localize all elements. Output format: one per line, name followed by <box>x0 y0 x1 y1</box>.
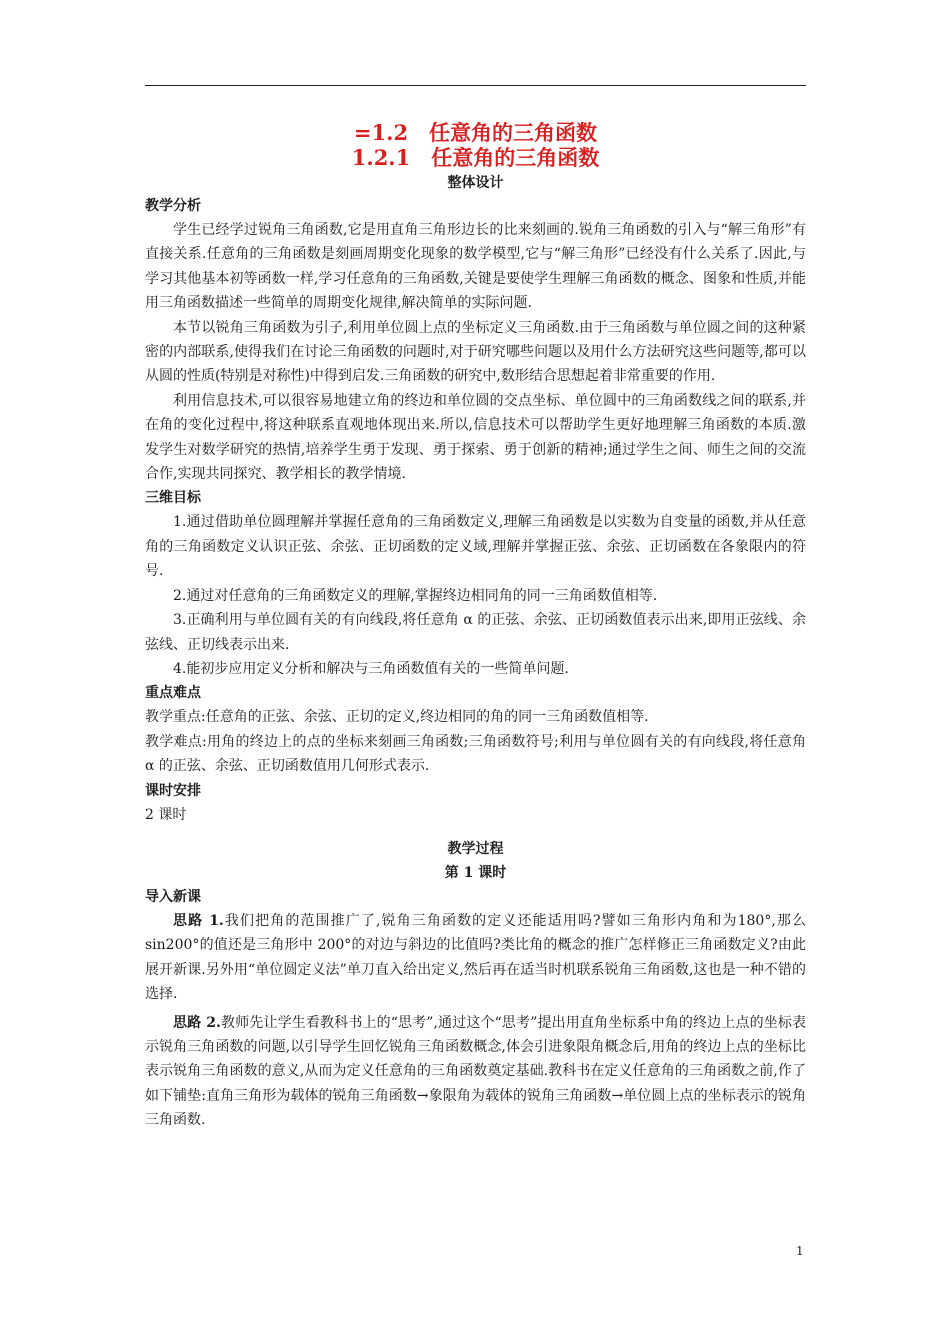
key-focus: 教学重点:任意角的正弦、余弦、正切的定义,终边相同的角的同一三角函数值相等. <box>145 709 649 726</box>
idea-1-text: 我们把角的范围推广了,锐角三角函数的定义还能适用吗?譬如三角形内角和为180°,那么 sin200°的值还是三角形中 200°的对边与斜边的比值吗?类比角的概念的推广怎样修正三角函数定义?由此展开新课.另外用“单位圆定义法”单刀直入给出定义,然后再在适当时机联系锐角三角函数,这也是一种不错的选择. <box>145 912 806 1003</box>
schedule-text: 2 课时 <box>145 806 187 823</box>
analysis-paragraph-2: 本节以锐角三角函数为引子,利用单位圆上点的坐标定义三角函数.由于三角函数与单位圆之间的这种紧密的内部联系,使得我们在讨论三角函数的问题时,对于研究哪些问题以及用什么方法研究这些问题等,都可以从圆的性质(特别是对称性)中得到启发.三角函数的研究中,数形结合思想起着非常重要的作用. <box>145 319 806 385</box>
header-rule <box>145 85 806 86</box>
heading-lesson-1: 第 1 课时 <box>444 864 507 881</box>
heading-intro: 导入新课 <box>145 888 201 905</box>
title-line-2: 1.2.1 任意角的三角函数 <box>351 145 600 170</box>
goal-item-3: 3.正确利用与单位圆有关的有向线段,将任意角 α 的正弦、余弦、正切函数值表示出来,即用正弦线、余弦线、正切线表示出来. <box>145 612 806 653</box>
idea-2-label: 思路 2. <box>173 1014 221 1031</box>
heading-analysis: 教学分析 <box>145 198 201 214</box>
intro-idea-2 <box>145 1011 806 1133</box>
heading-process: 教学过程 <box>447 840 504 857</box>
analysis-paragraph-1: 学生已经学过锐角三角函数,它是用直角三角形边长的比来刻画的.锐角三角函数的引入与“解三角形”有直接关系.任意角的三角函数是刻画周期变化现象的数学模型,它与“解三角形”已经没有什么关系了.因此,与学习其他基本初等函数一样,学习任意角的三角函数,关键是要使学生理解三角函数的概念、图象和性质,并能用三角函数描述一些简单的周期变化规律,解决简单的实际问题. <box>145 222 806 312</box>
heading-key-points: 重点难点 <box>145 685 201 702</box>
heading-schedule: 课时安排 <box>145 782 201 799</box>
goal-item-4: 4.能初步应用定义分析和解决与三角函数值有关的一些简单问题. <box>173 660 569 677</box>
subtitle: 整体设计 <box>447 175 504 191</box>
page-number: 1 <box>796 1244 804 1258</box>
analysis-paragraph-3: 利用信息技术,可以很容易地建立角的终边和单位圆的交点坐标、单位圆中的三角函数线之间的联系,并在角的变化过程中,将这种联系直观地体现出来.所以,信息技术可以帮助学生更好地理解三角函数的本质.激发学生对数学研究的热情,培养学生勇于发现、勇于探索、勇于创新的精神;通过学生之间、师生之间的交流合作,实现共同探究、教学相长的教学情境. <box>145 392 806 483</box>
page-content <box>145 120 806 1133</box>
intro-idea-1 <box>145 909 806 1007</box>
key-difficulty: 教学难点:用角的终边上的点的坐标来刻画三角函数;三角函数符号;利用与单位圆有关的有向线段,将任意角 α 的正弦、余弦、正切函数值用几何形式表示. <box>145 733 806 775</box>
goal-item-2: 2.通过对任意角的三角函数定义的理解,掌握终边相同角的同一三角函数值相等. <box>173 587 658 604</box>
heading-goals: 三维目标 <box>145 490 201 507</box>
idea-2-text: 教师先让学生看教科书上的“思考”,通过这个“思考”提出用直角坐标系中角的终边上点的坐标表示锐角三角函数的问题,以引导学生回忆锐角三角函数概念,体会引进象限角概念后,用角的终边上点的坐标比表示锐角三角函数的意义,从而为定义任意角的三角函数奠定基础.教科书在定义任意角的三角函数之前,作了如下铺垫:直角三角形为载体的锐角三角函数→象限角为载体的锐角三角函数→单位圆上点的坐标表示的锐角三角函数. <box>145 1014 807 1129</box>
idea-1-label: 思路 1. <box>173 912 224 929</box>
title-line-1: =1.2 任意角的三角函数 <box>353 120 598 145</box>
goal-item-1: 1.通过借助单位圆理解并掌握任意角的三角函数定义,理解三角函数是以实数为自变量的函数,并从任意角的三角函数定义认识正弦、余弦、正切函数的定义域,理解并掌握正弦、余弦、正切函数在各象限内的符号. <box>145 514 806 580</box>
